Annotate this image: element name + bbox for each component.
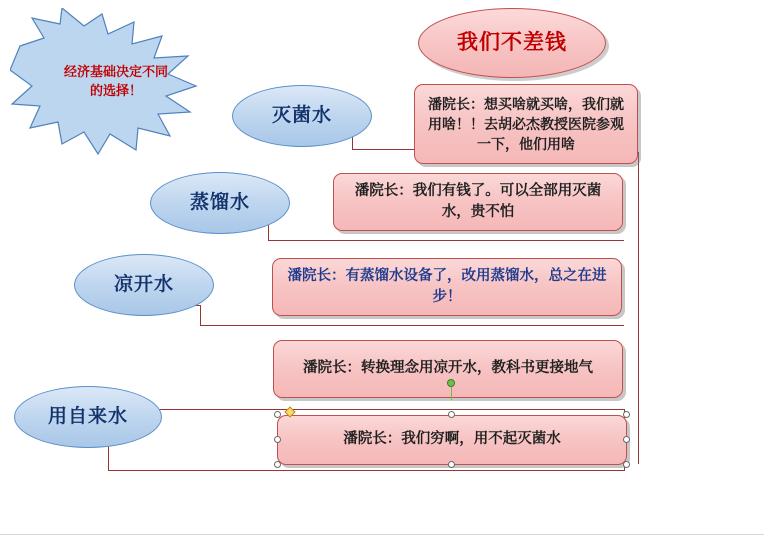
callout-no-shortage-of-money-label: 我们不差钱 (457, 30, 567, 54)
statement-distilled-equipment-text: 潘院长：有蒸馏水设备了，改用蒸馏水，总之在进步！ (287, 267, 607, 305)
selection-handle-bottom-center[interactable] (448, 461, 455, 468)
selection-handle-top-right[interactable] (623, 411, 630, 418)
selection-handle-top-left[interactable] (274, 411, 281, 418)
selection-handle-middle-right[interactable] (623, 436, 630, 443)
statement-we-are-poor-text: 潘院长：我们穷啊，用不起灭菌水 (343, 431, 561, 448)
rotation-handle[interactable] (447, 379, 455, 387)
connector-line (200, 305, 201, 326)
connector-line (638, 152, 639, 464)
connector-line (200, 325, 624, 326)
ellipse-tap-water[interactable] (14, 386, 162, 448)
starburst-shape[interactable] (10, 8, 200, 158)
ellipse-sterile-water[interactable] (232, 85, 372, 147)
statement-we-have-money[interactable] (333, 173, 623, 231)
ellipse-distilled-water-label: 蒸馏水 (189, 192, 250, 214)
callout-no-shortage-of-money[interactable] (418, 8, 606, 78)
statement-distilled-equipment[interactable] (272, 258, 622, 316)
ellipse-cool-boiled-water[interactable] (74, 254, 214, 316)
starburst-label: 经济基础决定不同的选择！ (63, 64, 168, 98)
statement-we-are-poor[interactable] (277, 415, 627, 465)
rotation-stem (451, 386, 452, 400)
selection-handle-top-center[interactable] (448, 411, 455, 418)
statement-buy-anything[interactable] (414, 84, 638, 164)
selection-handle-bottom-right[interactable] (623, 461, 630, 468)
statement-buy-anything-text: 潘院长：想买啥就买啥，我们就用啥！！去胡必杰教授医院参观一下，他们用啥 (428, 95, 624, 153)
ellipse-sterile-water-label: 灭菌水 (271, 105, 332, 127)
connector-line (129, 409, 624, 410)
ellipse-distilled-water[interactable] (150, 172, 290, 234)
ellipse-cool-boiled-water-label: 凉开水 (113, 274, 174, 296)
connector-line (268, 240, 624, 241)
statement-change-concept-text: 潘院长：转换理念用凉开水，教科书更接地气 (303, 360, 593, 377)
statement-we-have-money-text: 潘院长：我们有钱了。可以全部用灭菌水，贵不怕 (354, 182, 602, 220)
ellipse-tap-water-label: 用自来水 (47, 406, 128, 428)
selection-handle-middle-left[interactable] (274, 436, 281, 443)
statement-change-concept[interactable] (273, 340, 623, 398)
selection-handle-bottom-left[interactable] (274, 461, 281, 468)
connector-line (108, 470, 624, 471)
